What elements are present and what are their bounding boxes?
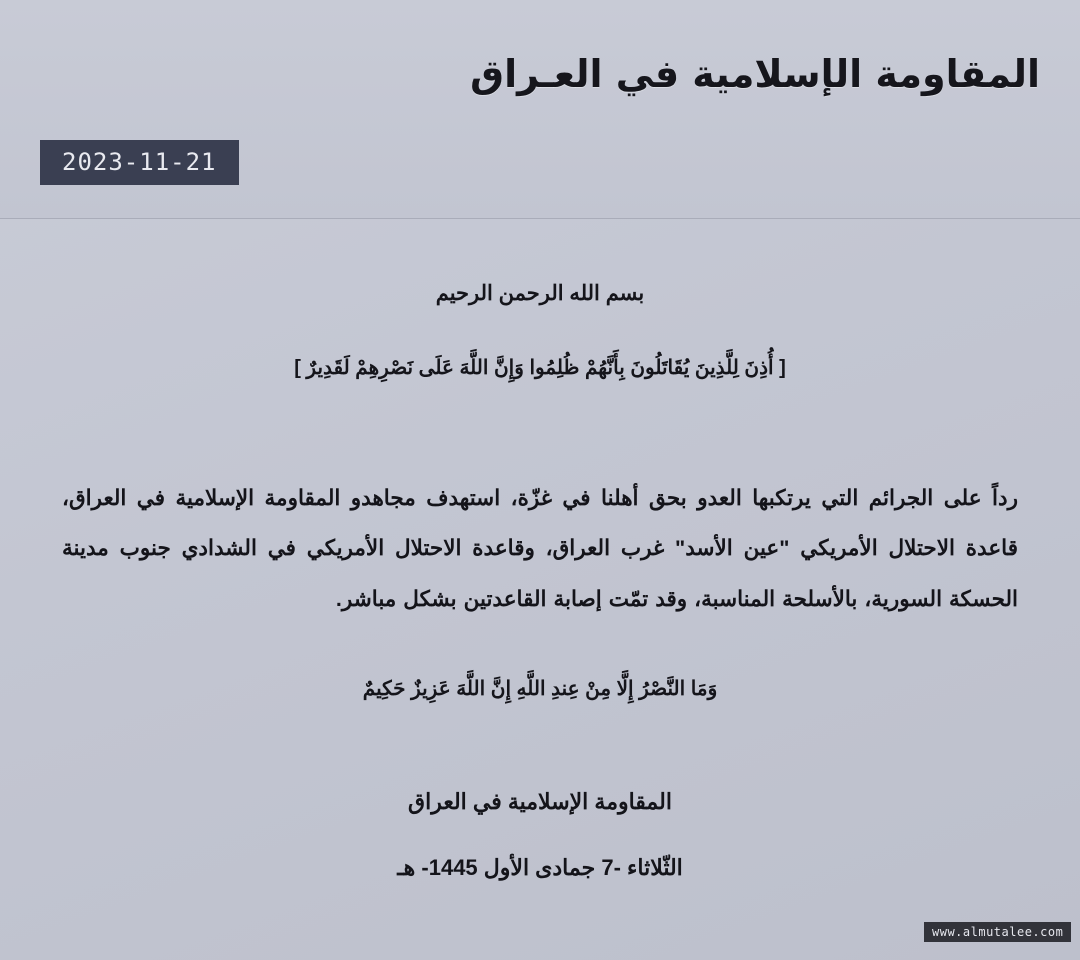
watermark: [0, 922, 1080, 942]
watermark-text: www.almutalee.com: [924, 922, 1071, 942]
statement-paragraph: رداً على الجرائم التي يرتكبها العدو بحق أهلنا في غزّة، استهدف مجاهدو المقاومة الإسلامية في العراق، قاعدة الاحتلال الأمريكي "عين الأسد" غرب العراق، وقاعدة الاحتلال الأمريكي في الشدادي جنوب مدينة الحسكة السورية، بالأسلحة المناسبة، وقد تمّت إصابة القاعدتين بشكل مباشر.: [62, 485, 1018, 611]
basmala-line: بسم الله الرحمن الرحيم: [435, 282, 645, 305]
statement-body: [0, 219, 1080, 890]
signature-organization: المقاومة الإسلامية في العراق: [408, 789, 672, 815]
signature-hijri-date: الثّلاثاء -7 جمادى الأول 1445- هـ: [397, 855, 683, 881]
quran-verse-closing: وَمَا النَّصْرُ إِلَّا مِنْ عِندِ اللَّهِ إِنَّ اللَّهَ عَزِيزٌ حَكِيمٌ: [362, 678, 718, 701]
signature-block: [60, 780, 1020, 890]
organization-logo-title: المقاومة الإسلامية في العـراق: [470, 52, 1040, 96]
page-header: [0, 0, 1080, 219]
status-badge: 2023-11-21: [40, 140, 239, 185]
quran-verse-opening: [ أُذِنَ لِلَّذِينَ يُقَاتَلُونَ بِأَنَّهُمْ ظُلِمُوا وَإِنَّ اللَّهَ عَلَى نَصْرِهِمْ لَقَدِيرٌ ]: [294, 356, 786, 379]
